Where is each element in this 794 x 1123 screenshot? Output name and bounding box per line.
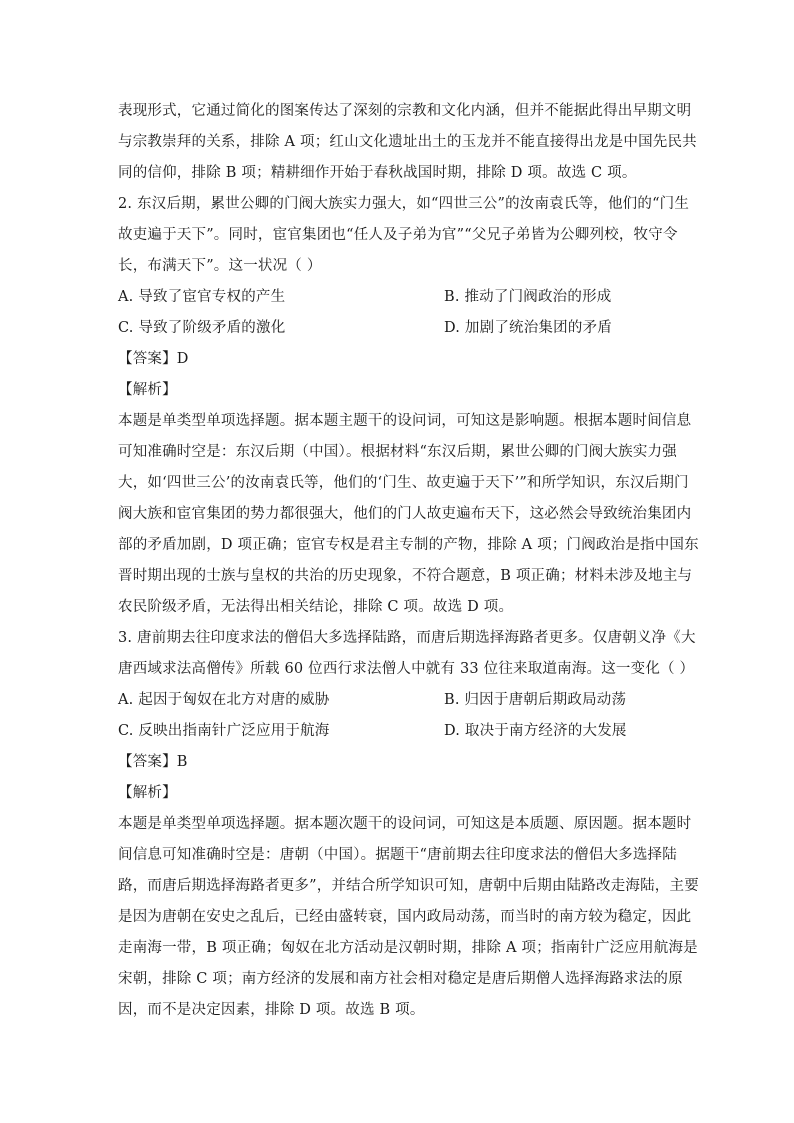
option-a: A. 导致了宦官专权的产生 (118, 289, 286, 305)
analysis-line: 部的矛盾加剧，D 项正确；宦官专权是君主专制的产物，排除 A 项；门阀政治是指中国东 (118, 537, 699, 553)
option-c: C. 导致了阶级矛盾的激化 (118, 320, 286, 336)
analysis-line: 可知准确时空是：东汉后期（中国）。根据材料“东汉后期，累世公卿的门阀大族实力强 (118, 444, 677, 460)
intro-paragraph (118, 96, 697, 189)
analysis-line: 大，如‘四世三公’的汝南袁氏等，他们的‘门生、故吏遍于天下’”和所学知识，东汉后期门 (118, 475, 689, 491)
question-stem-line: 故吏遍于天下”。同时，宦官集团也“任人及子弟为官”“父兄子弟皆为公卿列校，牧守令 (118, 227, 678, 243)
analysis-line: 晋时期出现的士族与皇权的共治的历史现象，不符合题意，B 项正确；材料未涉及地主与 (118, 568, 693, 584)
analysis-label: 【解析】 (118, 785, 177, 801)
text-line: 表现形式，它通过简化的图案传达了深刻的宗教和文化内涵，但并不能据此得出早期文明 (118, 103, 692, 119)
options-row (118, 716, 678, 747)
option-b: B. 推动了门阀政治的形成 (444, 289, 612, 305)
question-stem-line: 唐西域求法高僧传》所载 60 位西行求法僧人中就有 33 位往来取道南海。这一变化（ ） (118, 661, 695, 677)
answer-line: 【答案】D (118, 351, 189, 367)
options-row (118, 313, 678, 344)
option-d: D. 取决于南方经济的大发展 (444, 723, 627, 739)
document-page (118, 96, 699, 1026)
question-stem-line: 2. 东汉后期，累世公卿的门阀大族实力强大，如“四世三公”的汝南袁氏等，他们的“门生 (118, 196, 690, 212)
question-stem-line: 长，布满天下”。这一状况（ ） (118, 258, 322, 274)
question-stem-line: 3. 唐前期去往印度求法的僧侣大多选择陆路，而唐后期选择海路者更多。仅唐朝义净《大 (118, 630, 696, 646)
answer-line: 【答案】B (118, 754, 188, 770)
question-2 (118, 189, 699, 623)
options-row (118, 685, 678, 716)
option-c: C. 反映出指南针广泛应用于航海 (118, 723, 330, 739)
analysis-line: 农民阶级矛盾，无法得出相关结论，排除 C 项。故选 D 项。 (118, 599, 514, 615)
option-d: D. 加剧了统治集团的矛盾 (444, 320, 612, 336)
analysis-label: 【解析】 (118, 382, 177, 398)
analysis-line: 本题是单类型单项选择题。据本题次题干的设问词，可知这是本质题、原因题。据本题时 (118, 816, 692, 832)
analysis-line: 因，而不是决定因素，排除 D 项。故选 B 项。 (118, 1002, 425, 1018)
option-b: B. 归因于唐朝后期政局动荡 (444, 692, 627, 708)
analysis-line: 是因为唐朝在安史之乱后，已经由盛转衰，国内政局动荡，而当时的南方较为稳定，因此 (118, 909, 692, 925)
options-row (118, 282, 678, 313)
analysis-line: 间信息可知准确时空是：唐朝（中国）。据题干“唐前期去往印度求法的僧侣大多选择陆 (118, 847, 677, 863)
analysis-line: 本题是单类型单项选择题。据本题主题干的设问词，可知这是影响题。根据本题时间信息 (118, 413, 692, 429)
text-line: 与宗教崇拜的关系，排除 A 项；红山文化遗址出土的玉龙并不能直接得出龙是中国先民共 (118, 134, 697, 150)
analysis-line: 阀大族和宦官集团的势力都很强大，他们的门人故吏遍布天下，这必然会导致统治集团内 (118, 506, 692, 522)
analysis-line: 走南海一带，B 项正确；匈奴在北方活动是汉朝时期，排除 A 项；指南针广泛应用航海是 (118, 940, 698, 956)
text-line: 同的信仰，排除 B 项；精耕细作开始于春秋战国时期，排除 D 项。故选 C 项。 (118, 165, 637, 181)
option-a: A. 起因于匈奴在北方对唐的威胁 (118, 692, 330, 708)
question-3 (118, 623, 699, 1026)
analysis-line: 路，而唐后期选择海路者更多”，并结合所学知识可知，唐朝中后期由陆路改走海陆，主要 (118, 878, 699, 894)
analysis-line: 宋朝，排除 C 项；南方经济的发展和南方社会相对稳定是唐后期僧人选择海路求法的原 (118, 971, 683, 987)
